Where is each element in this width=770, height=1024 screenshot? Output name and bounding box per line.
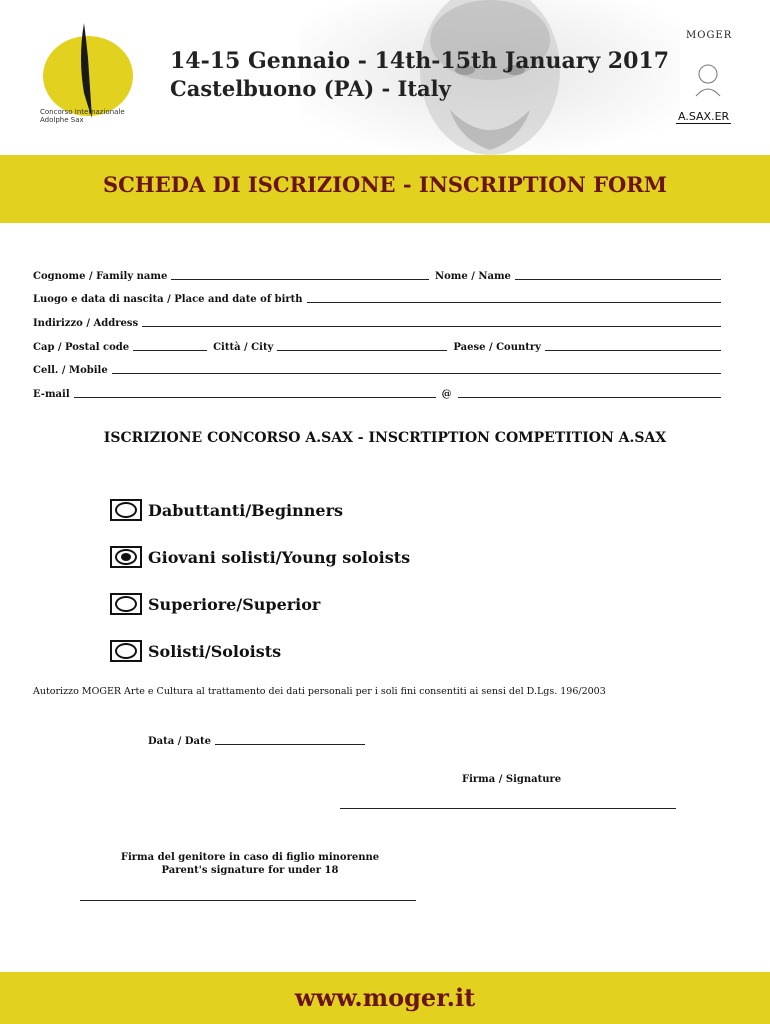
parent-signature-line1: Firma del genitore in caso di figlio minorenne <box>120 852 380 863</box>
email-row <box>33 386 721 400</box>
option-label: Dabuttanti/Beginners <box>148 500 344 520</box>
moger-logo: MOGER <box>686 30 733 41</box>
birth-row <box>33 291 721 305</box>
country-field[interactable] <box>545 350 721 351</box>
option-young-soloists[interactable] <box>110 545 410 569</box>
mobile-field[interactable] <box>112 373 721 374</box>
address-row <box>33 315 721 329</box>
signature-label: Firma / Signature <box>462 774 562 785</box>
form-title: SCHEDA DI ISCRIZIONE - INSCRIPTION FORM <box>103 172 667 197</box>
option-label: Solisti/Soloists <box>148 641 282 661</box>
email-label: E-mail <box>33 389 70 400</box>
radio-circle-icon <box>115 502 137 518</box>
radio-circle-icon <box>115 643 137 659</box>
option-label: Superiore/Superior <box>148 594 321 614</box>
date-label: Data / Date <box>148 736 211 747</box>
asax-logo: A.SAX.ER <box>678 110 730 123</box>
cap-field[interactable] <box>133 350 207 351</box>
at-sign: @ <box>441 389 452 400</box>
cap-city-country-row <box>33 339 721 353</box>
sax-portrait-icon <box>688 58 728 98</box>
radio-superior[interactable] <box>110 593 142 615</box>
email-user-field[interactable] <box>74 397 436 398</box>
option-superior[interactable] <box>110 592 320 616</box>
address-field[interactable] <box>142 326 721 327</box>
page-header <box>0 0 770 155</box>
mobile-row <box>33 362 721 376</box>
radio-circle-icon <box>115 596 137 612</box>
event-place: Castelbuono (PA) - Italy <box>170 76 451 101</box>
option-soloists[interactable] <box>110 639 281 663</box>
birth-label: Luogo e data di nascita / Place and date of birth <box>33 294 303 305</box>
name-field[interactable] <box>515 279 721 280</box>
country-label: Paese / Country <box>453 342 541 353</box>
radio-soloists[interactable] <box>110 640 142 662</box>
city-label: Città / City <box>213 342 274 353</box>
radio-young-soloists[interactable] <box>110 546 142 568</box>
name-label: Nome / Name <box>434 271 511 282</box>
parent-signature-field[interactable] <box>80 900 416 901</box>
cap-label: Cap / Postal code <box>33 342 130 353</box>
email-domain-field[interactable] <box>458 397 721 398</box>
privacy-consent: Autorizzo MOGER Arte e Cultura al trattamento dei dati personali per i soli fini consentiti ai sensi del D.Lgs. 196/2003 <box>33 686 606 697</box>
address-label: Indirizzo / Address <box>33 318 139 329</box>
signature-field[interactable] <box>340 808 676 809</box>
logo-caption: Concorso Internazionale Adolphe Sax <box>40 108 125 124</box>
parent-signature-line2: Parent's signature for under 18 <box>161 865 339 876</box>
event-date: 14-15 Gennaio - 14th-15th January 2017 <box>170 48 670 74</box>
parent-signature-label <box>80 851 420 877</box>
surname-label: Cognome / Family name <box>33 271 168 282</box>
radio-beginners[interactable] <box>110 499 142 521</box>
birth-field[interactable] <box>307 302 721 303</box>
date-row <box>148 736 365 747</box>
radio-selected-dot-icon <box>121 553 131 561</box>
surname-field[interactable] <box>171 279 429 280</box>
option-label: Giovani solisti/Young soloists <box>148 547 411 567</box>
mobile-label: Cell. / Mobile <box>33 365 108 376</box>
city-field[interactable] <box>277 350 447 351</box>
footer-url[interactable]: www.moger.it <box>294 983 476 1012</box>
competition-title: ISCRIZIONE CONCORSO A.SAX - INSCRTIPTION COMPETITION A.SAX <box>103 430 667 446</box>
date-field[interactable] <box>215 744 365 745</box>
option-beginners[interactable] <box>110 498 343 522</box>
surname-name-row <box>33 268 721 282</box>
radio-circle-icon <box>115 549 137 565</box>
